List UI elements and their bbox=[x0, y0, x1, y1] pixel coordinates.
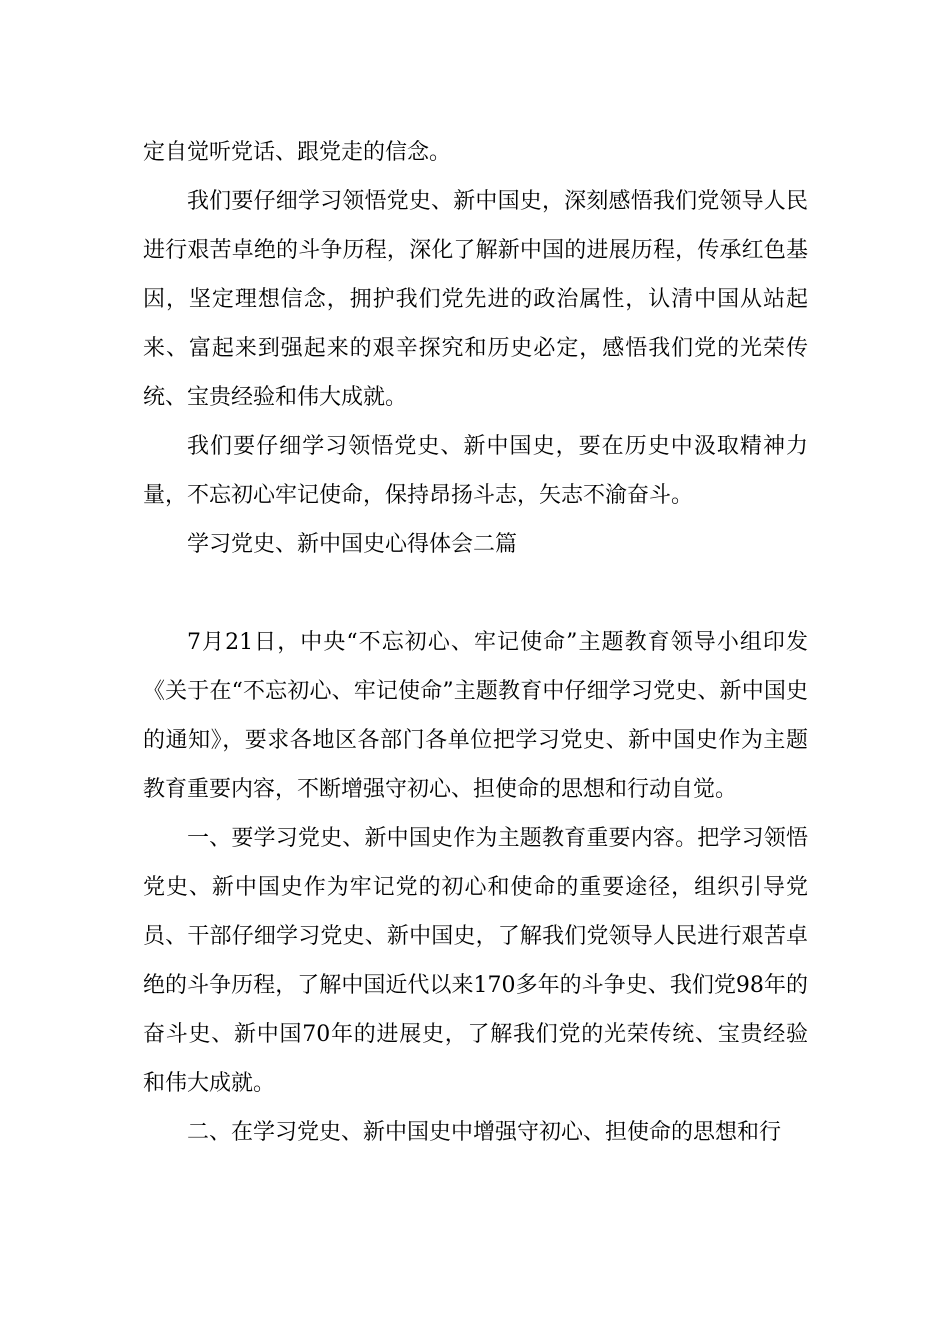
paragraph: 我们要仔细学习领悟党史、新中国史，深刻感悟我们党领导人民进行艰苦卓绝的斗争历程，深化了解新中国的进展历程，传承红色基因，坚定理想信念，拥护我们党先进的政治属性，认清中国从站起来、富起来到强起来的艰辛探究和历史必定，感悟我们党的光荣传统、宝贵经验和伟大成就。 bbox=[143, 189, 808, 410]
section-heading: 学习党史、新中国史心得体会二篇 bbox=[187, 532, 518, 557]
paragraph: 我们要仔细学习领悟党史、新中国史，要在历史中汲取精神力量，不忘初心牢记使命，保持昂扬斗志，矢志不渝奋斗。 bbox=[143, 434, 808, 508]
paragraph: 7月21日，中央“不忘初心、牢记使命”主题教育领导小组印发《关于在“不忘初心、牢记使命”主题教育中仔细学习党史、新中国史的通知》，要求各地区各部门各单位把学习党史、新中国史作为主题教育重要内容，不断增强守初心、担使命的思想和行动自觉。 bbox=[143, 630, 808, 802]
paragraph: 一、要学习党史、新中国史作为主题教育重要内容。把学习领悟党史、新中国史作为牢记党的初心和使命的重要途径，组织引导党员、干部仔细学习党史、新中国史，了解我们党领导人民进行艰苦卓绝的斗争历程，了解中国近代以来170多年的斗争史、我们党98年的奋斗史、新中国70年的进展史，了解我们党的光荣传统、宝贵经验和伟大成就。 bbox=[143, 826, 808, 1096]
paragraph-continuation: 定自觉听党话、跟党走的信念。 bbox=[143, 140, 452, 165]
blank-line bbox=[143, 569, 808, 618]
paragraph: 二、在学习党史、新中国史中增强守初心、担使命的思想和行 bbox=[187, 1120, 782, 1145]
document-page bbox=[143, 128, 808, 1157]
